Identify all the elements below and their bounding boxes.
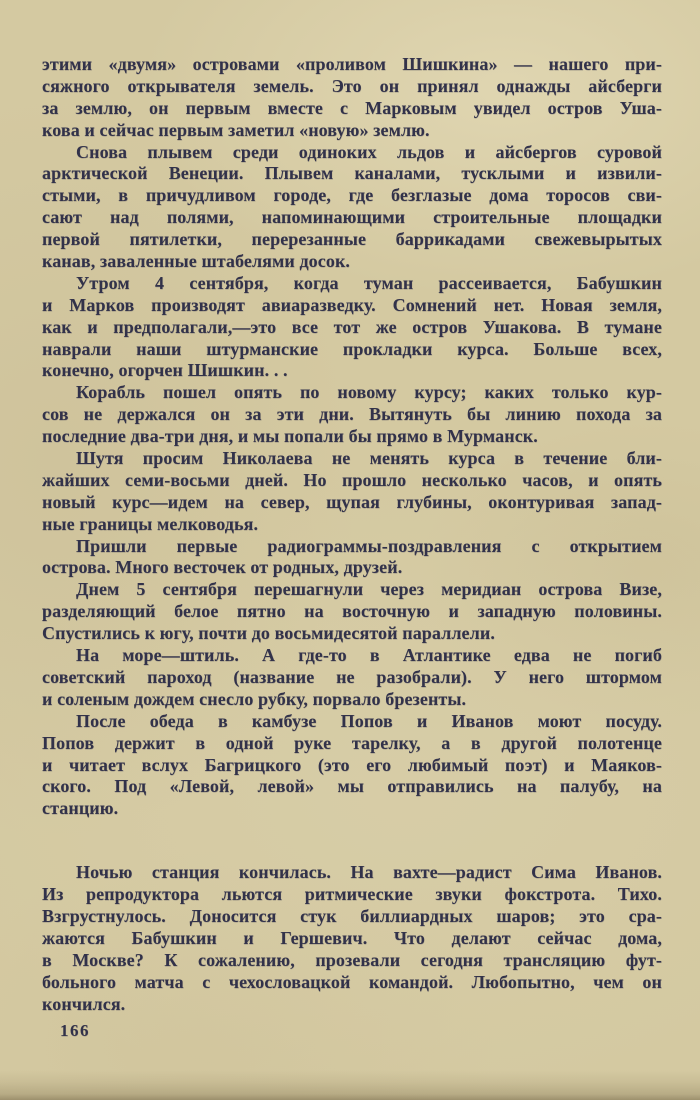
text-line: за землю, он первым вместе с Марковым увидел остров Уша- <box>42 97 662 118</box>
paragraph <box>42 273 662 382</box>
text-line: Шутя просим Николаева не менять курса в течение бли- <box>76 448 662 469</box>
text-line: и соленым дождем снесло рубку, порвало брезенты. <box>42 688 467 709</box>
page-bottom-shadow <box>0 1070 700 1100</box>
text-line: больного матча с чехословацкой командой. Любопытно, чем он <box>42 971 662 992</box>
text-line: сов не держался он за эти дни. Вытянуть бы линию похода за <box>42 404 662 425</box>
text-line: Попов держит в одной руке тарелку, а в другой полотенце <box>42 732 662 753</box>
text-line: первой пятилетки, перерезанные баррикадами свежевырытых <box>42 229 662 250</box>
paragraph <box>42 142 662 273</box>
text-line: кончился. <box>42 993 126 1014</box>
text-line: канав, заваленные штабелями досок. <box>42 251 351 272</box>
paragraph <box>42 54 662 142</box>
text-line: последние два-три дня, и мы попали бы прямо в Мурманск. <box>42 426 538 447</box>
text-line: ные границы мелководья. <box>42 513 259 534</box>
text-line: жаются Бабушкин и Гершевич. Что делают сейчас дома, <box>42 927 662 948</box>
text-line: сяжного открывателя земель. Это он принял однажды айсберги <box>42 75 662 96</box>
text-line: станцию. <box>42 798 119 819</box>
text-line: Спустились к югу, почти до восьмидесятой параллели. <box>42 623 495 644</box>
text-line: кова и сейчас первым заметил «новую» землю. <box>42 119 430 140</box>
paragraph <box>42 862 662 1015</box>
text-line: Днем 5 сентября перешагнули через меридиан острова Визе, <box>76 579 662 600</box>
paragraph <box>42 448 662 536</box>
text-line: Корабль пошел опять по новому курсу; каких только кур- <box>76 382 662 403</box>
text-line: и Марков производят авиаразведку. Сомнений нет. Новая земля, <box>42 294 662 315</box>
text-line: сают над полями, напоминающими строительные площадки <box>42 207 662 228</box>
text-line: Пришли первые радиограммы-поздравления с открытием <box>76 535 662 556</box>
text-line: Из репродуктора льются ритмические звуки фокстрота. Тихо. <box>42 884 662 905</box>
text-line: новый курс—идем на север, щупая глубины, оконтуривая запад- <box>42 491 662 512</box>
text-line: ского. Под «Левой, левой» мы отправились на палубу, на <box>42 776 662 797</box>
text-line: Утром 4 сентября, когда туман рассеивается, Бабушкин <box>76 272 662 293</box>
text-line: и читает вслух Багрицкого (это его любимый поэт) и Маяков- <box>42 754 662 775</box>
text-line: разделяющий белое пятно на восточную и западную половины. <box>42 601 662 622</box>
text-line: Снова плывем среди одиноких льдов и айсбергов суровой <box>76 141 662 162</box>
text-line: На море—штиль. А где-то в Атлантике едва не погиб <box>76 645 662 666</box>
text-block <box>42 54 662 1015</box>
paragraph <box>42 536 662 580</box>
text-line: в Москве? К сожалению, прозевали сегодня трансляцию фут- <box>42 949 662 970</box>
text-line: острова. Много весточек от родных, друзей. <box>42 557 403 578</box>
paragraph <box>42 382 662 448</box>
paragraph <box>42 579 662 645</box>
text-line: После обеда в камбузе Попов и Иванов моют посуду. <box>76 710 662 731</box>
text-line: арктической Венеции. Плывем каналами, тусклыми и извили- <box>42 163 662 184</box>
text-line: стыми, в причудливом городе, где безглазые дома торосов сви- <box>42 185 662 206</box>
text-line: конечно, огорчен Шишкин. . . <box>42 360 288 381</box>
text-line: наврали наши штурманские прокладки курса. Больше всех, <box>42 338 662 359</box>
text-line: Ночью станция кончилась. На вахте—радист Сима Иванов. <box>76 862 662 883</box>
page-number: 166 <box>60 1021 90 1040</box>
text-line: жайших семи-восьми дней. Но прошло несколько часов, и опять <box>42 469 662 490</box>
text-line: как и предполагали,—это все тот же остров Ушакова. В тумане <box>42 316 662 337</box>
text-line: Взгрустнулось. Доносится стук биллиардных шаров; это сра- <box>42 905 662 926</box>
paragraph <box>42 645 662 711</box>
text-line: советский пароход (название не разобрали). У него штормом <box>42 666 662 687</box>
paragraph <box>42 711 662 820</box>
text-line: этими «двумя» островами «проливом Шишкина» — нашего при- <box>42 54 662 74</box>
